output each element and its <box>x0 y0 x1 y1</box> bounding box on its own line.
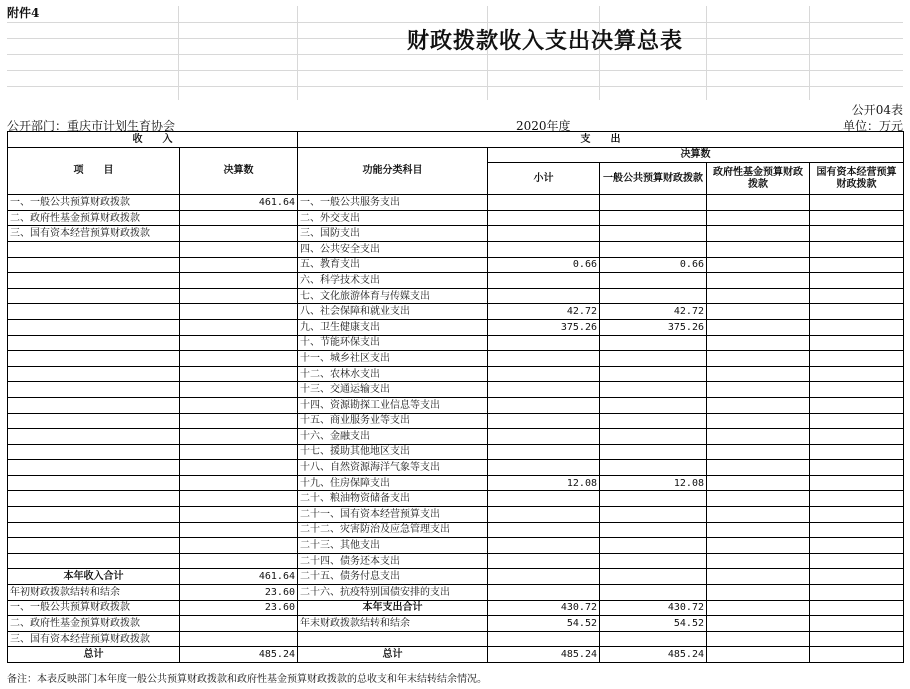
income-amount-cell <box>180 616 298 632</box>
income-item-cell <box>8 241 180 257</box>
income-amount-cell <box>180 429 298 445</box>
state-capital-cell <box>810 319 904 335</box>
state-capital-cell <box>810 257 904 273</box>
state-capital-cell <box>810 522 904 538</box>
state-capital-cell <box>810 444 904 460</box>
income-item-cell <box>8 507 180 523</box>
function-item-cell: 十一、城乡社区支出 <box>298 351 488 367</box>
gov-fund-cell <box>707 304 810 320</box>
general-budget-header: 一般公共预算财政拨款 <box>600 163 707 195</box>
income-amount-cell <box>180 304 298 320</box>
state-capital-cell <box>810 429 904 445</box>
table-row <box>8 195 904 211</box>
gov-fund-cell <box>707 319 810 335</box>
function-item-cell: 八、社会保障和就业支出 <box>298 304 488 320</box>
function-header: 功能分类科目 <box>298 147 488 195</box>
income-amount-cell <box>180 522 298 538</box>
general-budget-cell: 12.08 <box>600 475 707 491</box>
gov-fund-cell <box>707 241 810 257</box>
income-item-cell: 年初财政拨款结转和结余 <box>8 585 180 601</box>
general-budget-cell <box>600 429 707 445</box>
subtotal-cell: 0.66 <box>488 257 600 273</box>
income-amount-cell <box>180 553 298 569</box>
income-item-cell <box>8 491 180 507</box>
gov-fund-cell <box>707 553 810 569</box>
subtotal-cell <box>488 397 600 413</box>
income-amount-cell: 23.60 <box>180 585 298 601</box>
state-capital-cell <box>810 491 904 507</box>
gov-fund-cell <box>707 413 810 429</box>
income-amount-cell <box>180 460 298 476</box>
year-label: 2020年度 <box>516 119 571 133</box>
gov-fund-cell <box>707 460 810 476</box>
attachment-label: 附件4 <box>7 6 40 20</box>
income-item-cell <box>8 444 180 460</box>
table-row <box>8 241 904 257</box>
amount-header: 决算数 <box>180 147 298 195</box>
subtotal-cell <box>488 491 600 507</box>
state-capital-cell <box>810 195 904 211</box>
income-amount-cell <box>180 475 298 491</box>
general-budget-cell <box>600 366 707 382</box>
subtotal-cell: 54.52 <box>488 616 600 632</box>
gov-fund-cell <box>707 257 810 273</box>
general-budget-cell <box>600 522 707 538</box>
income-amount-cell <box>180 397 298 413</box>
function-item-cell: 九、卫生健康支出 <box>298 319 488 335</box>
subtotal-cell <box>488 351 600 367</box>
general-budget-cell: 42.72 <box>600 304 707 320</box>
income-item-cell: 一、一般公共预算财政拨款 <box>8 600 180 616</box>
table-row <box>8 304 904 320</box>
budget-summary-table <box>7 131 904 663</box>
function-item-cell: 十九、住房保障支出 <box>298 475 488 491</box>
table-row <box>8 288 904 304</box>
function-item-cell: 二十二、灾害防治及应急管理支出 <box>298 522 488 538</box>
table-row <box>8 210 904 226</box>
gov-fund-cell <box>707 429 810 445</box>
general-budget-cell <box>600 553 707 569</box>
function-item-cell: 本年支出合计 <box>298 600 488 616</box>
income-amount-cell <box>180 413 298 429</box>
income-amount-cell <box>180 319 298 335</box>
function-item-cell: 二、外交支出 <box>298 210 488 226</box>
general-budget-cell: 430.72 <box>600 600 707 616</box>
state-capital-cell <box>810 507 904 523</box>
subtotal-cell: 42.72 <box>488 304 600 320</box>
state-capital-cell <box>810 600 904 616</box>
income-header: 收 入 <box>8 132 298 148</box>
state-capital-cell <box>810 382 904 398</box>
subtotal-header: 小计 <box>488 163 600 195</box>
gov-fund-cell <box>707 351 810 367</box>
income-item-cell <box>8 538 180 554</box>
table-row <box>8 351 904 367</box>
table-row <box>8 616 904 632</box>
income-amount-cell <box>180 257 298 273</box>
function-item-cell: 一、一般公共服务支出 <box>298 195 488 211</box>
income-amount-cell <box>180 288 298 304</box>
table-row <box>8 631 904 647</box>
subtotal-cell: 12.08 <box>488 475 600 491</box>
function-item-cell: 总计 <box>298 647 488 663</box>
gov-fund-cell <box>707 616 810 632</box>
page-title: 财政拨款收入支出决算总表 <box>406 29 683 54</box>
gov-fund-cell <box>707 569 810 585</box>
gov-fund-cell <box>707 585 810 601</box>
income-item-cell <box>8 522 180 538</box>
general-budget-cell: 485.24 <box>600 647 707 663</box>
income-item-cell: 一、一般公共预算财政拨款 <box>8 195 180 211</box>
state-capital-cell <box>810 569 904 585</box>
gov-fund-cell <box>707 444 810 460</box>
income-item-cell <box>8 257 180 273</box>
income-item-cell <box>8 475 180 491</box>
table-row <box>8 319 904 335</box>
subtotal-cell <box>488 538 600 554</box>
function-item-cell: 五、教育支出 <box>298 257 488 273</box>
state-capital-cell <box>810 366 904 382</box>
general-budget-cell: 0.66 <box>600 257 707 273</box>
table-row <box>8 647 904 663</box>
gov-fund-cell <box>707 647 810 663</box>
general-budget-cell <box>600 195 707 211</box>
income-amount-cell <box>180 241 298 257</box>
gov-fund-cell <box>707 288 810 304</box>
income-item-cell: 三、国有资本经营预算财政拨款 <box>8 226 180 242</box>
gov-fund-cell <box>707 631 810 647</box>
table-number: 公开04表 <box>851 103 903 117</box>
table-row <box>8 460 904 476</box>
item-header: 项 目 <box>8 147 180 195</box>
gov-fund-header: 政府性基金预算财政拨款 <box>707 163 810 195</box>
gov-fund-cell <box>707 538 810 554</box>
table-row <box>8 491 904 507</box>
function-item-cell: 四、公共安全支出 <box>298 241 488 257</box>
gov-fund-cell <box>707 273 810 289</box>
state-capital-header: 国有资本经营预算财政拨款 <box>810 163 904 195</box>
income-item-cell <box>8 553 180 569</box>
table-row <box>8 475 904 491</box>
income-amount-cell <box>180 351 298 367</box>
gov-fund-cell <box>707 600 810 616</box>
income-amount-cell <box>180 335 298 351</box>
income-amount-cell: 485.24 <box>180 647 298 663</box>
function-item-cell: 六、科学技术支出 <box>298 273 488 289</box>
general-budget-cell <box>600 631 707 647</box>
general-budget-cell <box>600 585 707 601</box>
state-capital-cell <box>810 538 904 554</box>
table-row <box>8 585 904 601</box>
subtotal-cell <box>488 460 600 476</box>
gov-fund-cell <box>707 335 810 351</box>
function-item-cell: 二十、粮油物资储备支出 <box>298 491 488 507</box>
income-item-cell <box>8 460 180 476</box>
function-item-cell: 十二、农林水支出 <box>298 366 488 382</box>
income-item-cell: 三、国有资本经营预算财政拨款 <box>8 631 180 647</box>
function-item-cell <box>298 631 488 647</box>
expense-header: 支 出 <box>298 132 904 148</box>
income-amount-cell <box>180 382 298 398</box>
general-budget-cell <box>600 413 707 429</box>
income-amount-cell <box>180 631 298 647</box>
subtotal-cell <box>488 553 600 569</box>
gov-fund-cell <box>707 522 810 538</box>
subtotal-cell <box>488 585 600 601</box>
state-capital-cell <box>810 210 904 226</box>
gov-fund-cell <box>707 226 810 242</box>
gov-fund-cell <box>707 475 810 491</box>
general-budget-cell <box>600 491 707 507</box>
gov-fund-cell <box>707 491 810 507</box>
state-capital-cell <box>810 397 904 413</box>
subtotal-cell <box>488 631 600 647</box>
income-amount-cell: 461.64 <box>180 195 298 211</box>
subtotal-cell <box>488 429 600 445</box>
subtotal-cell <box>488 413 600 429</box>
table-row <box>8 226 904 242</box>
state-capital-cell <box>810 335 904 351</box>
income-item-cell <box>8 304 180 320</box>
general-budget-cell <box>600 226 707 242</box>
general-budget-cell: 375.26 <box>600 319 707 335</box>
table-row <box>8 366 904 382</box>
state-capital-cell <box>810 631 904 647</box>
gov-fund-cell <box>707 382 810 398</box>
function-item-cell: 二十五、债务付息支出 <box>298 569 488 585</box>
income-amount-cell: 461.64 <box>180 569 298 585</box>
function-item-cell: 二十四、债务还本支出 <box>298 553 488 569</box>
unit-label: 单位：万元 <box>842 119 903 133</box>
state-capital-cell <box>810 460 904 476</box>
table-row <box>8 600 904 616</box>
subtotal-cell <box>488 210 600 226</box>
footnote: 备注：本表反映部门本年度一般公共预算财政拨款和政府性基金预算财政拨款的总收支和年末结转结余情况。 <box>7 674 487 685</box>
subtotal-cell: 430.72 <box>488 600 600 616</box>
function-item-cell: 十四、资源勘探工业信息等支出 <box>298 397 488 413</box>
income-amount-cell <box>180 538 298 554</box>
subtotal-cell <box>488 569 600 585</box>
general-budget-cell: 54.52 <box>600 616 707 632</box>
subtotal-cell <box>488 288 600 304</box>
income-item-cell <box>8 366 180 382</box>
income-item-cell <box>8 319 180 335</box>
gov-fund-cell <box>707 507 810 523</box>
table-row <box>8 538 904 554</box>
table-row <box>8 397 904 413</box>
income-item-cell <box>8 397 180 413</box>
income-item-cell: 总计 <box>8 647 180 663</box>
table-row <box>8 444 904 460</box>
gov-fund-cell <box>707 195 810 211</box>
general-budget-cell <box>600 288 707 304</box>
table-row <box>8 382 904 398</box>
table-row <box>8 273 904 289</box>
general-budget-cell <box>600 507 707 523</box>
subtotal-cell <box>488 382 600 398</box>
state-capital-cell <box>810 616 904 632</box>
subtotal-cell <box>488 444 600 460</box>
state-capital-cell <box>810 226 904 242</box>
state-capital-cell <box>810 304 904 320</box>
income-amount-cell <box>180 366 298 382</box>
table-row <box>8 335 904 351</box>
final-amount-header: 决算数 <box>488 147 904 163</box>
income-amount-cell <box>180 444 298 460</box>
function-item-cell: 十七、援助其他地区支出 <box>298 444 488 460</box>
income-item-cell <box>8 429 180 445</box>
table-row <box>8 413 904 429</box>
function-item-cell: 十五、商业服务业等支出 <box>298 413 488 429</box>
table-row <box>8 522 904 538</box>
income-item-cell: 本年收入合计 <box>8 569 180 585</box>
income-item-cell <box>8 273 180 289</box>
subtotal-cell <box>488 507 600 523</box>
function-item-cell: 十三、交通运输支出 <box>298 382 488 398</box>
income-item-cell <box>8 335 180 351</box>
function-item-cell: 二十一、国有资本经营预算支出 <box>298 507 488 523</box>
general-budget-cell <box>600 397 707 413</box>
general-budget-cell <box>600 351 707 367</box>
state-capital-cell <box>810 553 904 569</box>
state-capital-cell <box>810 351 904 367</box>
general-budget-cell <box>600 460 707 476</box>
general-budget-cell <box>600 538 707 554</box>
general-budget-cell <box>600 444 707 460</box>
table-row <box>8 569 904 585</box>
function-item-cell: 十、节能环保支出 <box>298 335 488 351</box>
income-amount-cell <box>180 491 298 507</box>
state-capital-cell <box>810 475 904 491</box>
function-item-cell: 二十六、抗疫特别国债安排的支出 <box>298 585 488 601</box>
income-amount-cell <box>180 273 298 289</box>
state-capital-cell <box>810 273 904 289</box>
income-amount-cell <box>180 210 298 226</box>
state-capital-cell <box>810 241 904 257</box>
subtotal-cell <box>488 273 600 289</box>
general-budget-cell <box>600 335 707 351</box>
subtotal-cell: 375.26 <box>488 319 600 335</box>
function-item-cell: 年末财政拨款结转和结余 <box>298 616 488 632</box>
income-amount-cell <box>180 226 298 242</box>
table-row <box>8 429 904 445</box>
general-budget-cell <box>600 273 707 289</box>
subtotal-cell <box>488 522 600 538</box>
income-item-cell <box>8 351 180 367</box>
subtotal-cell <box>488 335 600 351</box>
state-capital-cell <box>810 288 904 304</box>
income-amount-cell <box>180 507 298 523</box>
income-amount-cell: 23.60 <box>180 600 298 616</box>
gov-fund-cell <box>707 397 810 413</box>
function-item-cell: 三、国防支出 <box>298 226 488 242</box>
function-item-cell: 十八、自然资源海洋气象等支出 <box>298 460 488 476</box>
gov-fund-cell <box>707 210 810 226</box>
subtotal-cell: 485.24 <box>488 647 600 663</box>
subtotal-cell <box>488 195 600 211</box>
income-item-cell <box>8 382 180 398</box>
subtotal-cell <box>488 241 600 257</box>
subtotal-cell <box>488 366 600 382</box>
income-item-cell <box>8 288 180 304</box>
subtotal-cell <box>488 226 600 242</box>
function-item-cell: 二十三、其他支出 <box>298 538 488 554</box>
gov-fund-cell <box>707 366 810 382</box>
income-item-cell <box>8 413 180 429</box>
table-row <box>8 257 904 273</box>
general-budget-cell <box>600 569 707 585</box>
income-item-cell: 二、政府性基金预算财政拨款 <box>8 616 180 632</box>
general-budget-cell <box>600 382 707 398</box>
department-label: 公开部门：重庆市计划生育协会 <box>7 119 176 133</box>
function-item-cell: 七、文化旅游体育与传媒支出 <box>298 288 488 304</box>
table-row <box>8 553 904 569</box>
function-item-cell: 十六、金融支出 <box>298 429 488 445</box>
state-capital-cell <box>810 647 904 663</box>
state-capital-cell <box>810 413 904 429</box>
general-budget-cell <box>600 210 707 226</box>
general-budget-cell <box>600 241 707 257</box>
income-item-cell: 二、政府性基金预算财政拨款 <box>8 210 180 226</box>
table-row <box>8 507 904 523</box>
state-capital-cell <box>810 585 904 601</box>
